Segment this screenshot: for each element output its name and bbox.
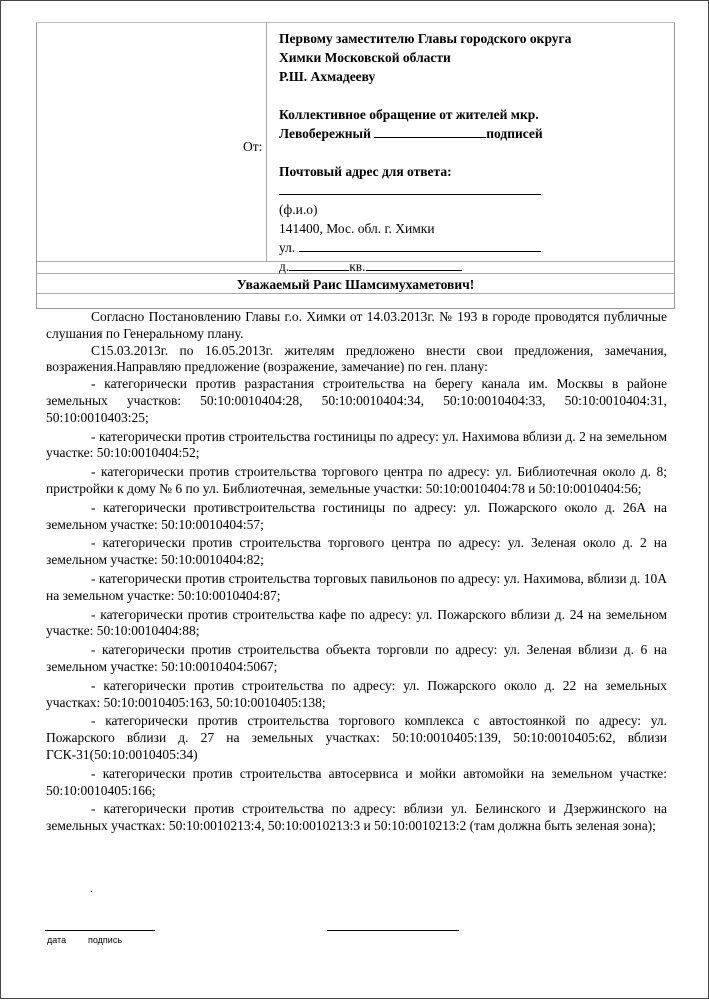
- objection-item: - категорически против строительства торгового центра по адресу: ул. Зеленая около д. 2 на земельном участке: 50:10:0010404:82;: [46, 535, 667, 568]
- appeal-line-2: [279, 124, 669, 143]
- objection-item: - категорически против строительства торговых павильонов по адресу: ул. Нахимова, вблизи д. 10А на земельном участке: 50:10:0010404:87;: [46, 570, 667, 603]
- letter-body: [46, 309, 667, 835]
- signature-line: [327, 930, 459, 931]
- reply-address-label: Почтовый адрес для ответа:: [279, 164, 452, 179]
- objection-item: - категорически против строительства автосервиса и мойки автомойки на земельном участке: 50:10:0010405:166;: [46, 765, 667, 798]
- objection-item: - категорически противстроительства гостиницы по адресу: ул. Пожарского около д. 26А на земельном участке: 50:10:0010404:57;: [46, 499, 667, 532]
- body-paragraph: Согласно Постановлению Главы г.о. Химки от 14.03.2013г. № 193 в городе проводятся публичные слушания по Генеральному плану.: [46, 309, 667, 341]
- header-box: [36, 22, 675, 309]
- street-blank: [299, 238, 541, 252]
- name-blank: [279, 181, 541, 195]
- header-rule: [37, 293, 674, 294]
- addressee-line: Химки Московской области: [279, 50, 451, 65]
- objection-item: - категорически против строительства торгового комплекса с автостоянкой по адресу: ул. Пожарского вблизи д. 27 на земельных участках: 50:10:0010405:139, 50:10:0010405:62, вблизи ГСК-31(50:10:0010405:34): [46, 713, 667, 762]
- sign-label: подпись: [88, 935, 123, 945]
- header-divider: [266, 23, 267, 261]
- objection-item: - категорически против строительства кафе по адресу: ул. Пожарского вблизи д. 24 на земельном участке: 50:10:0010404:88;: [46, 606, 667, 639]
- date-sign-line: [45, 930, 155, 931]
- addressee-line: Р.Ш. Ахмадееву: [279, 69, 376, 84]
- addressee-block: [279, 29, 669, 276]
- objection-item: - категорически против разрастания строительства на берегу канала им. Москвы в районе земельных участков: 50:10:0010404:28, 50:10:0010404:34, 50:10:0010404:33, 50:10:0010404:31, 50:10:0010403:25;: [46, 376, 667, 425]
- objection-item: - категорически против строительства торгового центра по адресу: ул. Библиотечная около д. 8; пристройки к дому № 6 по ул. Библиотечная, земельные участки: 50:10:0010404:78 и 50:10:0010404:56;: [46, 464, 667, 496]
- from-label: От:: [243, 139, 263, 154]
- house-blank: [289, 257, 349, 271]
- body-paragraph: С15.03.2013г. по 16.05.2013г. жителям предложено внести свои предложения, замечания, возражения.Направляю предложение (возражение, замечание) по ген. плану:: [46, 342, 667, 375]
- appeal-line: Коллективное обращение от жителей мкр.: [279, 107, 539, 122]
- postal-line: 141400, Мос. обл. г. Химки: [279, 221, 435, 236]
- date-label: дата: [47, 935, 67, 945]
- signatures-label: подписей: [486, 126, 543, 141]
- objection-item: - категорически против строительства по адресу: ул. Пожарского около д. 22 на земельных участках: 50:10:0010405:163, 50:10:0010405:138;: [46, 677, 667, 710]
- objection-item: - категорически против строительства гостиницы по адресу: ул. Нахимова вблизи д. 2 на земельном участке: 50:10:0010404:52;: [46, 428, 667, 461]
- apt-blank: [366, 257, 462, 271]
- salutation: Уважаемый Раис Шамсимухаметович!: [236, 277, 475, 292]
- signatures-count-blank: [374, 124, 486, 138]
- street-label: ул.: [279, 240, 296, 255]
- house-label: д.: [279, 259, 290, 274]
- apt-label: кв.: [349, 259, 366, 274]
- trailing-dot: .: [90, 881, 93, 895]
- objection-item: - категорически против строительства объекта торговли по адресу: ул. Зеленая вблизи д. 6 на земельном участке: 50:10:0010404:5067;: [46, 642, 667, 674]
- fio-label: (ф.и.о): [279, 202, 318, 217]
- district-name: Левобережный: [279, 126, 371, 141]
- addressee-line: Первому заместителю Главы городского округа: [279, 31, 572, 46]
- objection-item: - категорически против строительства по адресу: вблизи ул. Белинского и Дзержинского на земельных участках: 50:10:0010213:4, 50:10:0010213:3 и 50:10:0010213:2 (там должна быть зеленая зона);: [46, 801, 667, 834]
